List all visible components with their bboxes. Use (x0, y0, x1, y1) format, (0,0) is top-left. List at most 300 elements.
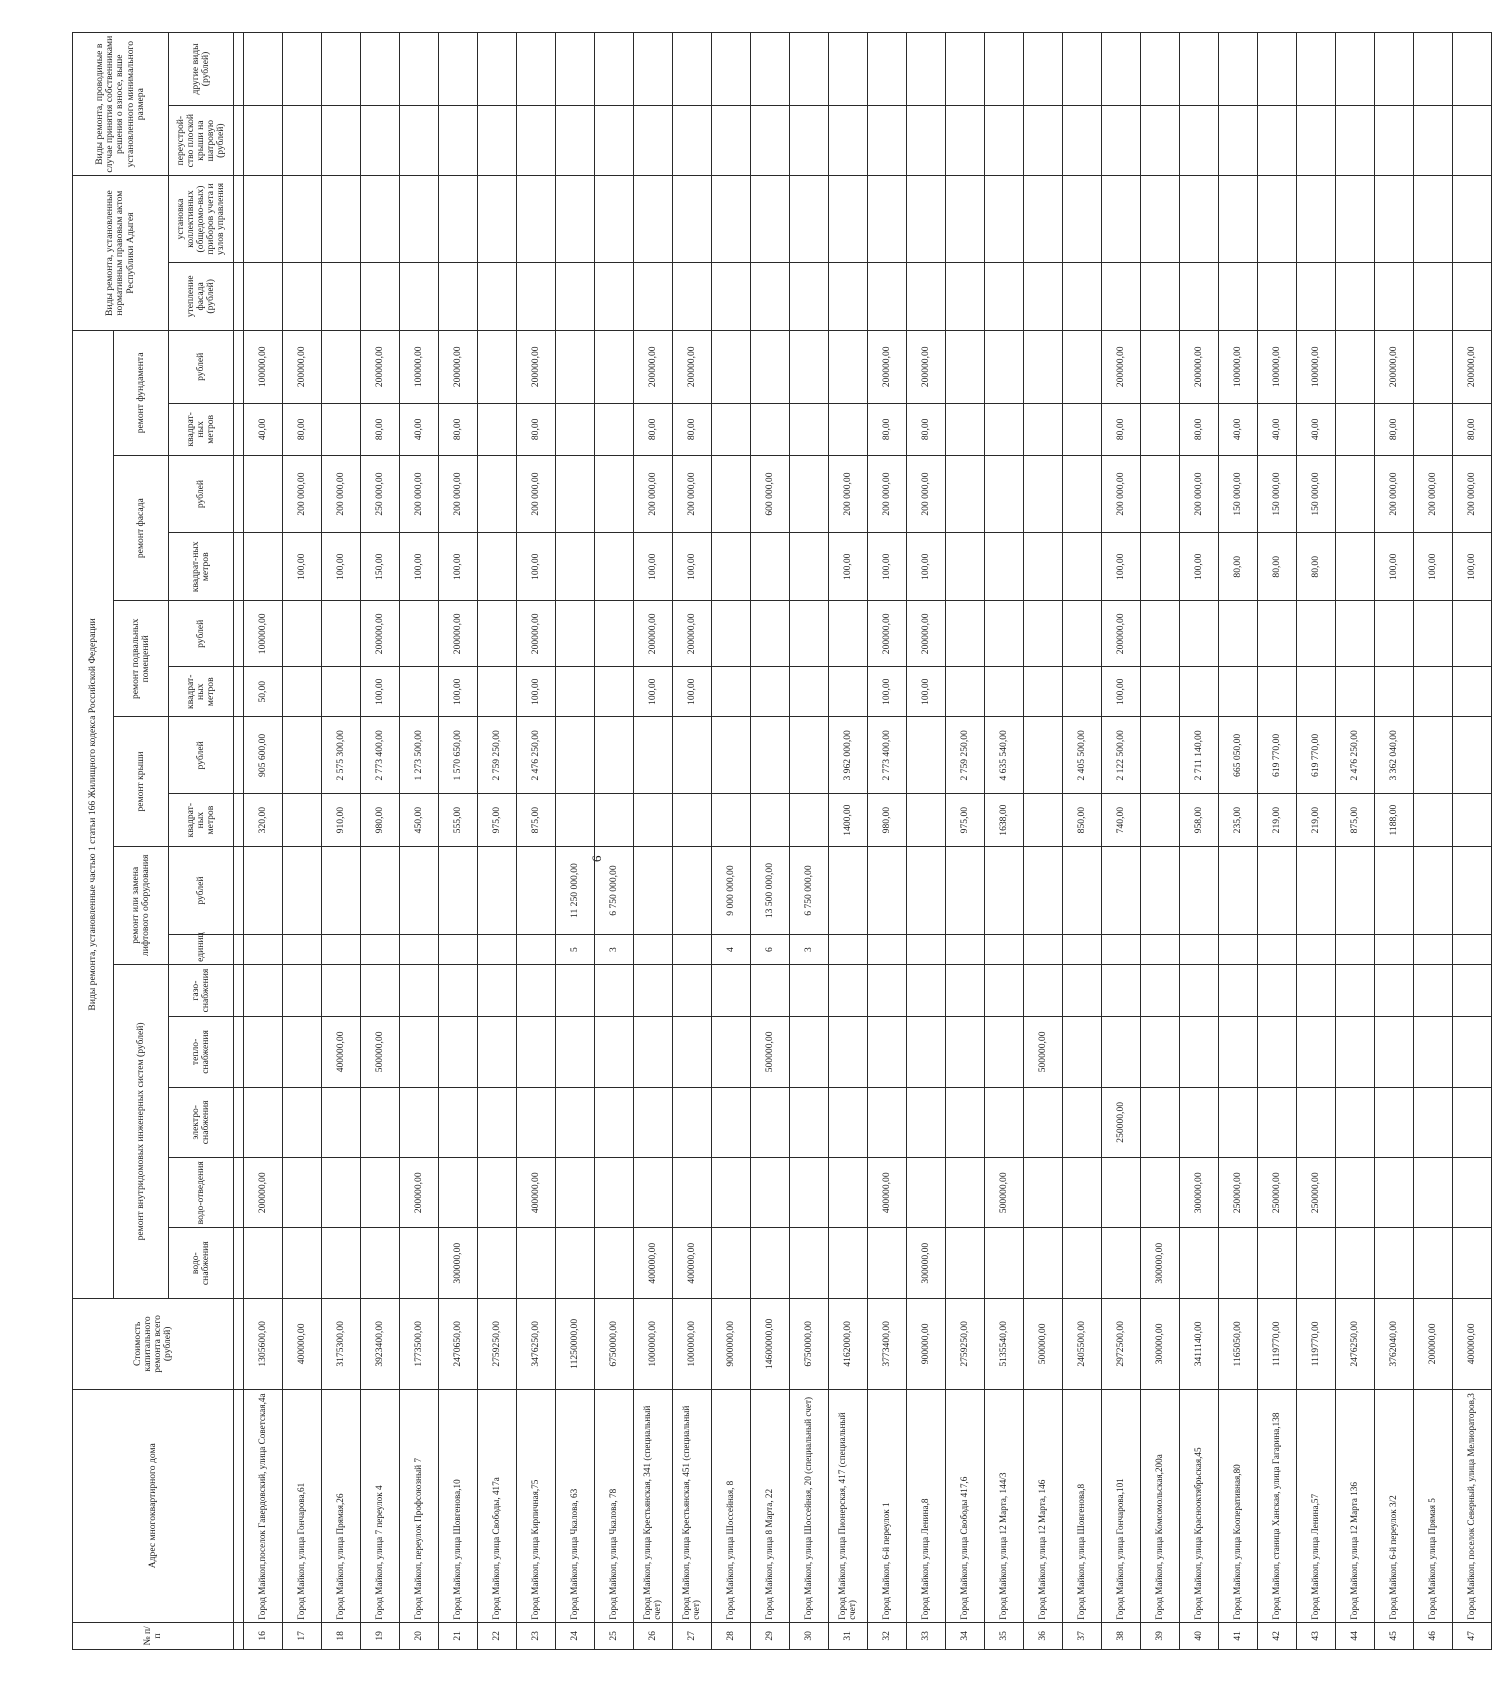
cell-empty (478, 262, 517, 330)
cell-cost: 1165050,00 (1219, 1298, 1258, 1389)
cell-wd (595, 1158, 634, 1228)
cell-dr: 200000,00 (907, 330, 946, 403)
table-row (244, 33, 283, 1650)
cell-gs (1375, 964, 1414, 1016)
table-row (1141, 33, 1180, 1650)
cell-br: 200000,00 (517, 601, 556, 667)
cell-fm: 80,00 (1258, 533, 1297, 601)
cell-fm (1336, 533, 1375, 601)
cell-ws (1375, 1228, 1414, 1298)
cell-dr (595, 330, 634, 403)
cell-empty (400, 176, 439, 262)
cell-cost: 5135540,00 (985, 1298, 1024, 1389)
cell-empty (517, 176, 556, 262)
cell-empty (1414, 176, 1453, 262)
cell-empty (634, 176, 673, 262)
cell-empty (829, 176, 868, 262)
cell-gs (439, 964, 478, 1016)
cell-empty (1375, 105, 1414, 175)
cell-bm: 100,00 (634, 667, 673, 717)
cell-empty (1219, 105, 1258, 175)
cell-empty (439, 262, 478, 330)
cell-fm: 100,00 (400, 533, 439, 601)
cell-ht: 500000,00 (361, 1017, 400, 1087)
cell-gs (1024, 964, 1063, 1016)
cell-ws (1297, 1228, 1336, 1298)
cell-bm (1297, 667, 1336, 717)
cell-fr: 200 000,00 (1375, 455, 1414, 532)
cell-gs (322, 964, 361, 1016)
table-row (1375, 33, 1414, 1650)
cell-rr: 3 962 000,00 (829, 717, 868, 794)
table-row (1336, 33, 1375, 1650)
cell-lr (283, 846, 322, 935)
cell-fr: 200 000,00 (829, 455, 868, 532)
cell-empty (946, 176, 985, 262)
row-number: 37 (1063, 1622, 1102, 1649)
cell-rm: 555,00 (439, 794, 478, 846)
cell-bm (712, 667, 751, 717)
cell-wd (439, 1158, 478, 1228)
cell-cost: 900000,00 (907, 1298, 946, 1389)
cell-fm (790, 533, 829, 601)
table-row (1453, 33, 1492, 1650)
cell-lu (1297, 935, 1336, 965)
cell-fr (478, 455, 517, 532)
cell-el (868, 1087, 907, 1157)
cell-empty (946, 105, 985, 175)
cell-cost: 2759250,00 (478, 1298, 517, 1389)
cell-dr: 200000,00 (1375, 330, 1414, 403)
cell-rr (1024, 717, 1063, 794)
cell-dm: 80,00 (634, 403, 673, 455)
cell-empty (361, 33, 400, 106)
cell-dr (985, 330, 1024, 403)
row-address: Город Майкоп, улица Ленина,57 (1297, 1389, 1336, 1622)
cell-empty (595, 105, 634, 175)
cell-rm (1024, 794, 1063, 846)
cell-gs (1414, 964, 1453, 1016)
cell-empty (556, 33, 595, 106)
cell-gs (400, 964, 439, 1016)
cell-fm (712, 533, 751, 601)
cell-dr: 200000,00 (439, 330, 478, 403)
cell-cost: 14600000,00 (751, 1298, 790, 1389)
cell-wd: 400000,00 (868, 1158, 907, 1228)
cell-fm: 80,00 (1297, 533, 1336, 601)
cell-empty (517, 262, 556, 330)
row-number: 41 (1219, 1622, 1258, 1649)
cell-cost: 3923400,00 (361, 1298, 400, 1389)
cell-lr: 13 500 000,00 (751, 846, 790, 935)
cell-dr (751, 330, 790, 403)
cell-empty (790, 262, 829, 330)
row-number: 45 (1375, 1622, 1414, 1649)
cell-lu (1414, 935, 1453, 965)
cell-dm (790, 403, 829, 455)
header-engineering: ремонт внутридомовых инженерных систем (рублей) (114, 964, 169, 1298)
cell-el (751, 1087, 790, 1157)
table-row (439, 33, 478, 1650)
cell-rm: 219,00 (1297, 794, 1336, 846)
cell-wd (751, 1158, 790, 1228)
row-number: 27 (673, 1622, 712, 1649)
cell-dr: 100000,00 (244, 330, 283, 403)
cell-fm (1141, 533, 1180, 601)
row-address: Город Майкоп, улица Кирпичная,75 (517, 1389, 556, 1622)
cell-empty (673, 33, 712, 106)
row-address: Город Майкоп, станица Ханская, улица Гагарина,138 (1258, 1389, 1297, 1622)
cell-empty (1336, 262, 1375, 330)
cell-cost: 4162000,00 (829, 1298, 868, 1389)
cell-bm: 100,00 (439, 667, 478, 717)
cell-empty (868, 33, 907, 106)
cell-empty (361, 262, 400, 330)
cell-cost: 1000000,00 (634, 1298, 673, 1389)
cell-ht (1258, 1017, 1297, 1087)
cell-empty (1024, 105, 1063, 175)
cell-br (829, 601, 868, 667)
row-address: Город Майкоп, улица Гончарова,101 (1102, 1389, 1141, 1622)
cell-lr: 6 750 000,00 (595, 846, 634, 935)
cell-lr (1102, 846, 1141, 935)
cell-ht (1180, 1017, 1219, 1087)
cell-br (1297, 601, 1336, 667)
row-number: 22 (478, 1622, 517, 1649)
cell-lr (1141, 846, 1180, 935)
cell-empty (1375, 33, 1414, 106)
row-address: Город Майкоп, улица Ленина,8 (907, 1389, 946, 1622)
cell-empty (1453, 33, 1492, 106)
cell-fr: 250 000,00 (361, 455, 400, 532)
cell-fr: 200 000,00 (439, 455, 478, 532)
cell-lr: 6 750 000,00 (790, 846, 829, 935)
cell-rr: 4 635 540,00 (985, 717, 1024, 794)
cell-br: 200000,00 (361, 601, 400, 667)
cell-wd (673, 1158, 712, 1228)
cell-lu (361, 935, 400, 965)
cell-empty (1336, 33, 1375, 106)
row-address: Город Майкоп, улица Шовгенова,8 (1063, 1389, 1102, 1622)
cell-rr: 2 476 250,00 (517, 717, 556, 794)
cell-lr (1375, 846, 1414, 935)
cell-rr: 2 575 300,00 (322, 717, 361, 794)
row-address: Город Майкоп, улица Пионерская, 417 (специальный счет) (829, 1389, 868, 1622)
row-number: 44 (1336, 1622, 1375, 1649)
header-repair-kinds-above-min: Виды ремонта, проводимые в случае принятия собственниками решения о взносе, выше установленного минимального размера (73, 33, 169, 176)
cell-el (595, 1087, 634, 1157)
table-row (1102, 33, 1141, 1650)
cell-wd: 250000,00 (1297, 1158, 1336, 1228)
header-basement-rubles: рублей (169, 601, 234, 667)
cell-dr (1414, 330, 1453, 403)
cell-ht (985, 1017, 1024, 1087)
cell-ht: 400000,00 (322, 1017, 361, 1087)
cell-empty (478, 33, 517, 106)
row-number: 29 (751, 1622, 790, 1649)
cell-ws (1024, 1228, 1063, 1298)
table-row (829, 33, 868, 1650)
cell-bm (322, 667, 361, 717)
row-address: Город Майкоп, улица Прямая 5 (1414, 1389, 1453, 1622)
cell-lr (1024, 846, 1063, 935)
table-row (634, 33, 673, 1650)
cell-bm (556, 667, 595, 717)
table-row (478, 33, 517, 1650)
cell-empty (1453, 262, 1492, 330)
cell-lu (400, 935, 439, 965)
cell-bm: 100,00 (517, 667, 556, 717)
cell-bm (1258, 667, 1297, 717)
cell-empty (1219, 262, 1258, 330)
cell-gs (283, 964, 322, 1016)
cell-wd (1336, 1158, 1375, 1228)
row-number: 20 (400, 1622, 439, 1649)
cell-empty (1258, 33, 1297, 106)
header-basement-sqm: квадрат-ных метров (169, 667, 234, 717)
cell-fr (1336, 455, 1375, 532)
cell-empty (1336, 105, 1375, 175)
header-water-drain: водо-отведения (169, 1158, 234, 1228)
cell-gs (244, 964, 283, 1016)
cell-wd (1141, 1158, 1180, 1228)
cell-bm: 50,00 (244, 667, 283, 717)
cell-empty (1141, 262, 1180, 330)
cell-wd: 300000,00 (1180, 1158, 1219, 1228)
cell-empty (1063, 262, 1102, 330)
cell-dm (751, 403, 790, 455)
cell-el (361, 1087, 400, 1157)
cell-br (283, 601, 322, 667)
cell-gs (1063, 964, 1102, 1016)
table-row (868, 33, 907, 1650)
cell-lr (1453, 846, 1492, 935)
row-number: 18 (322, 1622, 361, 1649)
cell-empty (478, 176, 517, 262)
cell-dr (946, 330, 985, 403)
cell-rm (595, 794, 634, 846)
cell-ht: 500000,00 (751, 1017, 790, 1087)
row-address: Город Майкоп, улица 12 Марта 136 (1336, 1389, 1375, 1622)
cell-dr: 200000,00 (1102, 330, 1141, 403)
row-address: Город Майкоп, улица Чкалова, 78 (595, 1389, 634, 1622)
cell-ws (751, 1228, 790, 1298)
cell-fr (946, 455, 985, 532)
cell-fr: 200 000,00 (1453, 455, 1492, 532)
cell-cost: 3762040,00 (1375, 1298, 1414, 1389)
cell-fm: 100,00 (1375, 533, 1414, 601)
cell-dm: 80,00 (1375, 403, 1414, 455)
table-row (946, 33, 985, 1650)
cell-ws (1336, 1228, 1375, 1298)
cell-lu (946, 935, 985, 965)
cell-fm: 100,00 (439, 533, 478, 601)
cell-lu (1219, 935, 1258, 965)
row-number: 23 (517, 1622, 556, 1649)
cell-fr: 200 000,00 (283, 455, 322, 532)
cell-empty (946, 262, 985, 330)
header-cost: Стоимость капитального ремонта всего (рублей) (73, 1298, 234, 1389)
cell-br (1180, 601, 1219, 667)
row-number: 31 (829, 1622, 868, 1649)
header-foundation-sqm: квадрат-ных метров (169, 403, 234, 455)
cell-cost: 2470650,00 (439, 1298, 478, 1389)
cell-fm (478, 533, 517, 601)
cell-el (1297, 1087, 1336, 1157)
row-address: Город Майкоп, улица Свободы, 417а (478, 1389, 517, 1622)
cell-empty (1102, 105, 1141, 175)
table-row (907, 33, 946, 1650)
cell-gs (361, 964, 400, 1016)
cell-gs (1336, 964, 1375, 1016)
cell-fm (985, 533, 1024, 601)
table-row (1414, 33, 1453, 1650)
cell-fr (244, 455, 283, 532)
cell-dm (322, 403, 361, 455)
table-row (595, 33, 634, 1650)
cell-rm: 975,00 (478, 794, 517, 846)
cell-fr (1141, 455, 1180, 532)
cell-fr: 200 000,00 (907, 455, 946, 532)
cell-empty (556, 105, 595, 175)
cell-empty (1414, 33, 1453, 106)
cell-fr: 200 000,00 (517, 455, 556, 532)
cell-empty (751, 105, 790, 175)
cell-rm (1141, 794, 1180, 846)
cell-empty (283, 33, 322, 106)
cell-wd (790, 1158, 829, 1228)
cell-br (556, 601, 595, 667)
cell-el (1336, 1087, 1375, 1157)
cell-fr: 150 000,00 (1297, 455, 1336, 532)
cell-ht (283, 1017, 322, 1087)
cell-ht (712, 1017, 751, 1087)
cell-rr (712, 717, 751, 794)
cell-dm: 40,00 (244, 403, 283, 455)
cell-br: 100000,00 (244, 601, 283, 667)
cell-fr: 200 000,00 (868, 455, 907, 532)
cell-wd (361, 1158, 400, 1228)
cell-dr: 200000,00 (868, 330, 907, 403)
cell-lu (1180, 935, 1219, 965)
cell-dr: 200000,00 (673, 330, 712, 403)
cell-wd (1063, 1158, 1102, 1228)
row-address: Город Майкоп, 6-й переулок 3/2 (1375, 1389, 1414, 1622)
cell-lr (634, 846, 673, 935)
cell-empty (1180, 262, 1219, 330)
cell-lu: 3 (790, 935, 829, 965)
header-facade-rubles: рублей (169, 455, 234, 532)
cell-dm: 80,00 (361, 403, 400, 455)
cell-bm (985, 667, 1024, 717)
cell-empty (673, 105, 712, 175)
cell-dm: 40,00 (1297, 403, 1336, 455)
cell-bm (829, 667, 868, 717)
header-roof-rubles: рублей (169, 717, 234, 794)
cell-lu (907, 935, 946, 965)
cell-fr: 200 000,00 (400, 455, 439, 532)
cell-dm (478, 403, 517, 455)
cell-ws (1180, 1228, 1219, 1298)
cell-empty (1102, 176, 1141, 262)
cell-lu (283, 935, 322, 965)
cell-el (1219, 1087, 1258, 1157)
cell-lr (517, 846, 556, 935)
cell-rr: 1 273 500,00 (400, 717, 439, 794)
cell-fm: 100,00 (829, 533, 868, 601)
cell-empty (751, 33, 790, 106)
cell-ws (985, 1228, 1024, 1298)
cell-dr (1336, 330, 1375, 403)
cell-gs (829, 964, 868, 1016)
rotated-table-wrapper (72, 32, 1477, 1650)
cell-fm (1063, 533, 1102, 601)
cell-dr (478, 330, 517, 403)
cell-rr: 3 362 040,00 (1375, 717, 1414, 794)
cell-rr (634, 717, 673, 794)
cell-empty (322, 105, 361, 175)
cell-el (1453, 1087, 1492, 1157)
cell-empty (1102, 262, 1141, 330)
cell-empty (1453, 105, 1492, 175)
cell-rm (1453, 794, 1492, 846)
header-meters: установка коллективных (общедомо-вых) приборов учета и узлов управления (169, 176, 234, 262)
cell-dm: 80,00 (1180, 403, 1219, 455)
cell-br: 200000,00 (1102, 601, 1141, 667)
cell-fr: 200 000,00 (673, 455, 712, 532)
cell-ht (907, 1017, 946, 1087)
cell-gs (1453, 964, 1492, 1016)
cell-rr: 2 405 500,00 (1063, 717, 1102, 794)
cell-lr (868, 846, 907, 935)
cell-rm: 975,00 (946, 794, 985, 846)
cell-empty (361, 105, 400, 175)
cell-lr (907, 846, 946, 935)
cell-rm: 958,00 (1180, 794, 1219, 846)
header-address: Адрес многоквартирного дома (73, 1389, 234, 1622)
cell-cost: 6750000,00 (595, 1298, 634, 1389)
cell-rr: 2 759 250,00 (946, 717, 985, 794)
cell-empty (634, 262, 673, 330)
cell-dr (712, 330, 751, 403)
cell-cost: 3476250,00 (517, 1298, 556, 1389)
cell-fm (556, 533, 595, 601)
cell-empty (1180, 33, 1219, 106)
cell-fr (712, 455, 751, 532)
cell-gs (985, 964, 1024, 1016)
cell-el (829, 1087, 868, 1157)
cell-lr (829, 846, 868, 935)
cell-wd (1453, 1158, 1492, 1228)
row-number: 38 (1102, 1622, 1141, 1649)
cell-empty (1180, 176, 1219, 262)
row-number: 33 (907, 1622, 946, 1649)
cell-ws (556, 1228, 595, 1298)
cell-cost: 2972500,00 (1102, 1298, 1141, 1389)
row-address: Город Майкоп, улица Чкалова, 63 (556, 1389, 595, 1622)
cell-fr: 600 000,00 (751, 455, 790, 532)
cell-empty (1258, 176, 1297, 262)
row-number: 17 (283, 1622, 322, 1649)
cell-br (1258, 601, 1297, 667)
cell-el (1063, 1087, 1102, 1157)
row-number: 47 (1453, 1622, 1492, 1649)
cell-fm: 100,00 (1180, 533, 1219, 601)
cell-fr (556, 455, 595, 532)
cell-empty (1375, 262, 1414, 330)
cell-fm: 100,00 (673, 533, 712, 601)
header-roof-sqm: квадрат-ных метров (169, 794, 234, 846)
